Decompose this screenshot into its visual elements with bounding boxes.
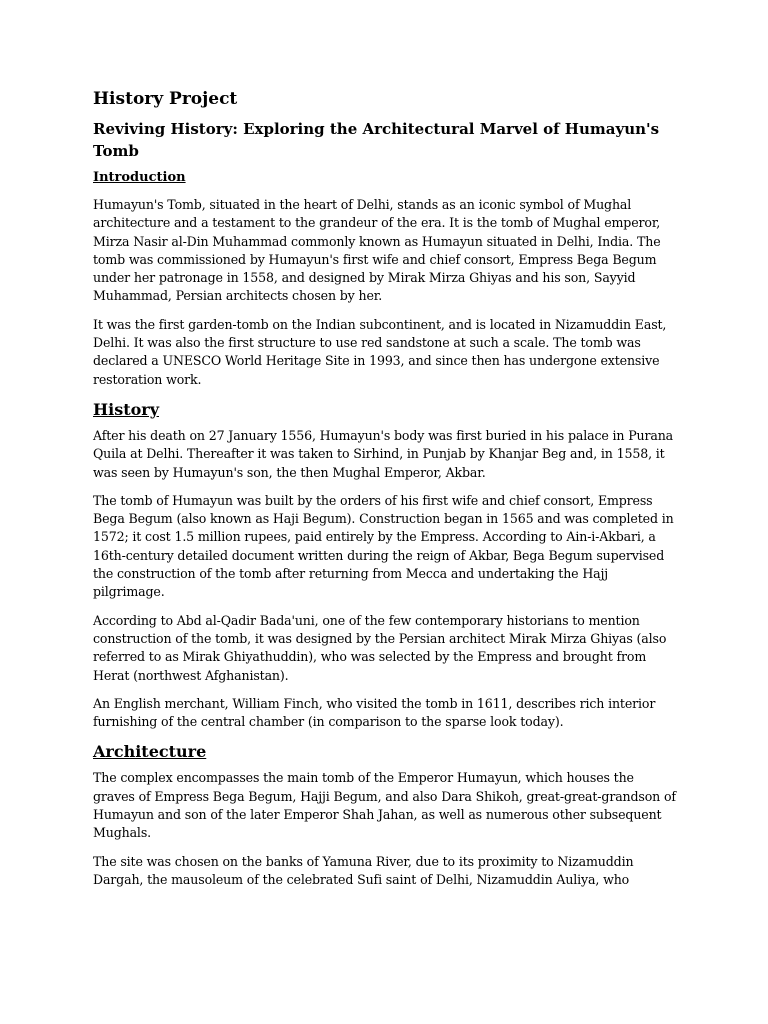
document-subtitle: Reviving History: Exploring the Architectural Marvel of Humayun's Tomb	[93, 120, 660, 160]
document-page	[93, 88, 679, 899]
history-paragraph: An English merchant, William Finch, who visited the tomb in 1611, describes rich interior furnishing of the central chamber (in comparison to the sparse look today).	[93, 695, 656, 730]
introduction-paragraph: Humayun's Tomb, situated in the heart of Delhi, stands as an iconic symbol of Mughal architecture and a testament to the grandeur of the era. It is the tomb of Mughal emperor, Mirza Nasir al-Din Muhammad commonly known as Humayun situated in Delhi, India. The tomb was commissioned by Humayun's first wife and chief consort, Empress Bega Begum under her patronage in 1558, and designed by Mirak Mirza Ghiyas and his son, Sayyid Muhammad, Persian architects chosen by her.	[93, 197, 661, 304]
history-heading: History	[93, 399, 159, 419]
architecture-heading: Architecture	[93, 742, 207, 762]
introduction-heading: Introduction	[93, 170, 186, 185]
history-paragraph: The tomb of Humayun was built by the orders of his first wife and chief consort, Empress Bega Begum (also known as Haji Begum). Construction began in 1565 and was completed in 1572; it cost 1.5 million rupees, paid entirely by the Empress. According to Ain-i-Akbari, a 16th-century detailed document written during the reign of Akbar, Bega Begum supervised the construction of the tomb after returning from Mecca and undertaking the Hajj pilgrimage.	[93, 492, 674, 600]
history-paragraph: After his death on 27 January 1556, Humayun's body was first buried in his palace in Purana Quila at Delhi. Thereafter it was taken to Sirhind, in Punjab by Khanjar Beg and, in 1558, it was seen by Humayun's son, the then Mughal Emperor, Akbar.	[93, 427, 674, 480]
document-title: History Project	[93, 89, 238, 109]
architecture-paragraph: The site was chosen on the banks of Yamuna River, due to its proximity to Nizamuddin Dargah, the mausoleum of the celebrated Sufi saint of Delhi, Nizamuddin Auliya, who	[93, 853, 634, 887]
architecture-paragraph: The complex encompasses the main tomb of the Emperor Humayun, which houses the graves of Empress Bega Begum, Hajji Begum, and also Dara Shikoh, great-great-grandson of Humayun and son of the later Emperor Shah Jahan, as well as numerous other subsequent Mughals.	[93, 770, 676, 841]
introduction-paragraph: It was the first garden-tomb on the Indian subcontinent, and is located in Nizamuddin East, Delhi. It was also the first structure to use red sandstone at such a scale. The tomb was declared a UNESCO World Heritage Site in 1993, and since then has undergone extensive restoration work.	[93, 316, 667, 387]
history-paragraph: According to Abd al-Qadir Bada'uni, one of the few contemporary historians to mention construction of the tomb, it was designed by the Persian architect Mirak Mirza Ghiyas (also referred to as Mirak Ghiyathuddin), who was selected by the Empress and brought from Herat (northwest Afghanistan).	[93, 612, 667, 683]
